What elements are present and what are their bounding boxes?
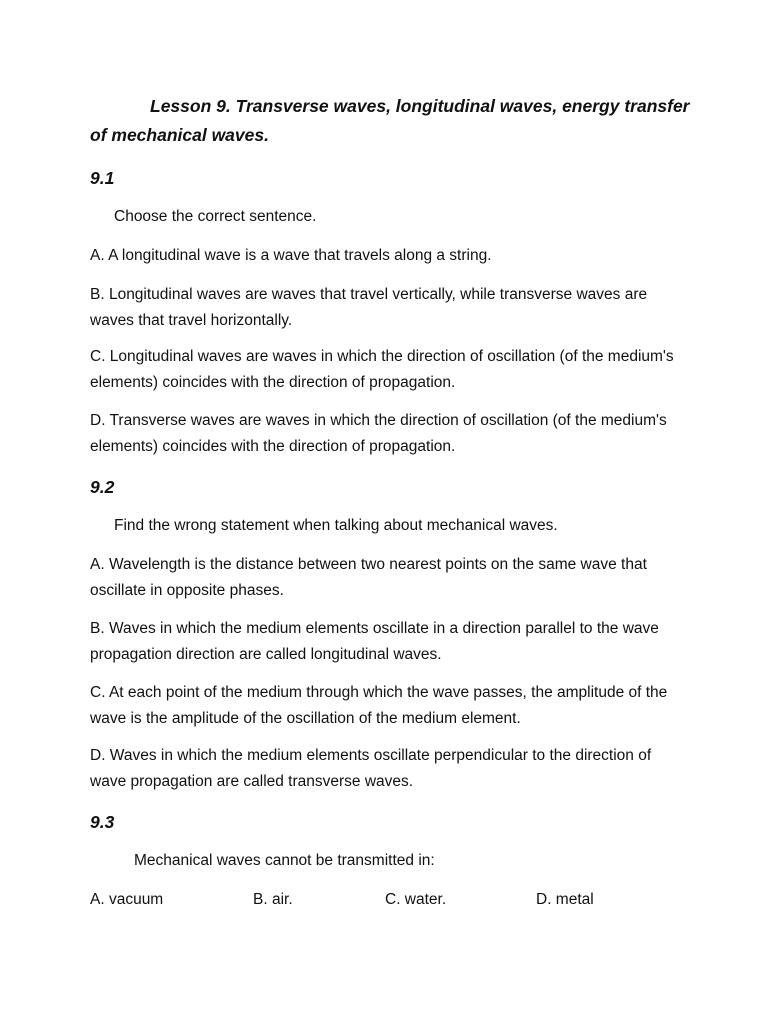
option-9-3-b: B. air. (253, 891, 293, 908)
lesson-title: Lesson 9. Transverse waves, longitudinal waves, energy transfer of mechanical waves. (90, 96, 690, 145)
option-9-1-c: C. Longitudinal waves are waves in which the direction of oscillation (of the medium's elements) coincides with the direction of propagation. (90, 348, 674, 391)
question-number-9-3: 9.3 (90, 812, 115, 832)
option-9-3-a: A. vacuum (90, 891, 164, 908)
option-9-2-b: B. Waves in which the medium elements oscillate in a direction parallel to the wave propagation direction are called longitudinal waves. (90, 620, 659, 663)
option-9-3-d: D. metal (536, 891, 594, 908)
option-9-2-c: C. At each point of the medium through which the wave passes, the amplitude of the wave is the amplitude of the oscillation of the medium element. (90, 684, 668, 727)
question-prompt-9-1: Choose the correct sentence. (114, 208, 317, 225)
question-number-9-2: 9.2 (90, 477, 115, 497)
option-9-2-a: A. Wavelength is the distance between two nearest points on the same wave that oscillate in opposite phases. (90, 556, 647, 599)
question-prompt-9-2: Find the wrong statement when talking about mechanical waves. (114, 517, 558, 534)
option-9-2-d: D. Waves in which the medium elements oscillate perpendicular to the direction of wave propagation are called transverse waves. (90, 747, 652, 790)
question-number-9-1: 9.1 (90, 168, 115, 188)
question-prompt-9-3: Mechanical waves cannot be transmitted in: (134, 852, 435, 869)
option-9-3-c: C. water. (385, 891, 447, 908)
option-9-1-b: B. Longitudinal waves are waves that travel vertically, while transverse waves are waves that travel horizontally. (90, 286, 648, 329)
option-9-1-a: A. A longitudinal wave is a wave that travels along a string. (90, 247, 492, 264)
option-9-1-d: D. Transverse waves are waves in which the direction of oscillation (of the medium's elements) coincides with the direction of propagation. (90, 412, 667, 455)
